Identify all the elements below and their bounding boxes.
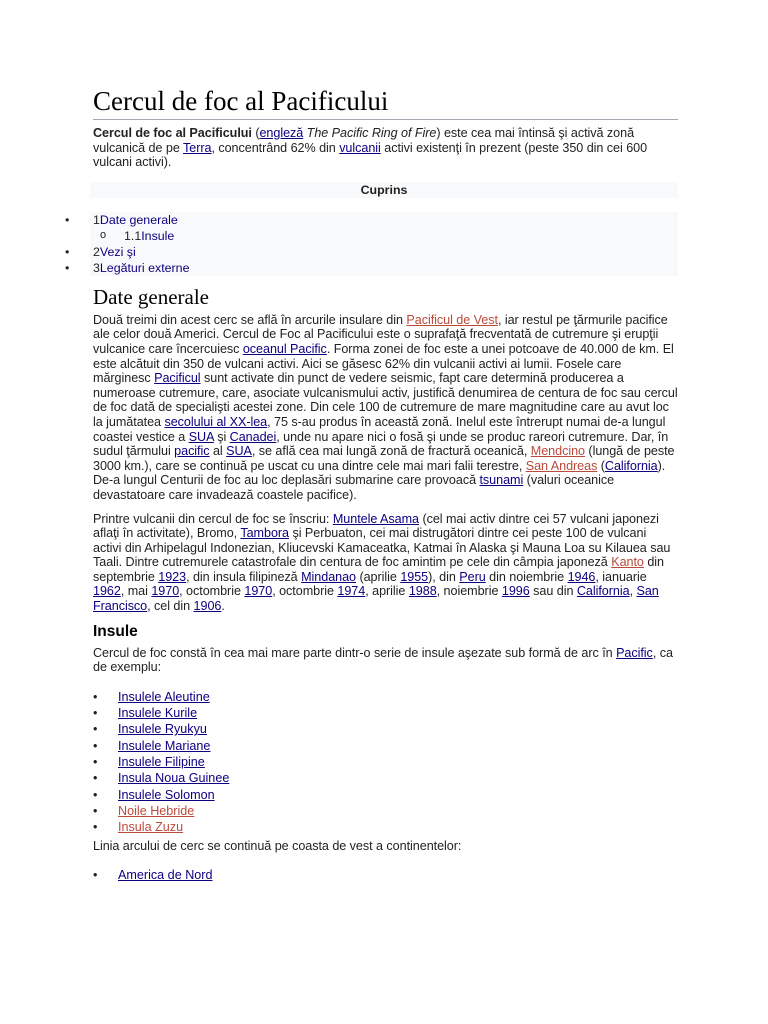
text: şi Perbuaton, cei mai distrugători dintre cei peste 100 de vulcani activi din Arhipelagul Indonezian, Kliucevski Kamaceatka, Katmai în Alaska şi Mauna Loa su Kilauea sau Taali. Dintre cutremurele catastrofale din centura de foc amintim pe cele din câmpia japoneză <box>93 526 671 570</box>
link-canadei[interactable]: Canadei <box>229 429 277 444</box>
section-heading-date-generale: Date generale <box>93 284 210 309</box>
text: (lungă de peste 3000 km.), care se continuă pe uscat cu una dintre cele mai mari falii terestre, <box>93 444 675 473</box>
toc-link-legaturi-externe[interactable]: Legături externe <box>99 260 190 275</box>
list-item <box>93 787 678 803</box>
text: (aprilie <box>356 569 401 584</box>
text: (valuri oceanice devastatoare care invadează coastele pacifice). <box>93 473 615 502</box>
islands-list <box>93 689 678 836</box>
continents-list <box>93 867 678 883</box>
link-kanto[interactable]: Kanto <box>611 555 644 570</box>
link-peru[interactable]: Peru <box>459 569 486 584</box>
link-year-1988[interactable]: 1988 <box>408 584 437 599</box>
text: , iar restul pe ţărmurile pacifice ale celor două Americi. Cercul de Foc al Pacificului este o suprafaţă frecventată de cutremure şi erupţii vulcanice care încercuiesc <box>93 312 668 356</box>
toc-number: 3 <box>93 260 100 275</box>
text: , noiembrie <box>436 584 502 599</box>
toc-item[interactable] <box>90 228 678 244</box>
link-insulele-mariane[interactable]: Insulele Mariane <box>118 738 211 753</box>
toc-number: 2 <box>93 244 100 259</box>
text: , <box>629 584 637 599</box>
list-item <box>93 770 678 786</box>
paragraph: Linia arcului de cerc se continuă pe coasta de vest a continentelor: <box>93 838 462 853</box>
link-engleza[interactable]: engleză <box>259 126 304 140</box>
text: , octombrie <box>179 584 245 599</box>
link-year-1970[interactable]: 1970 <box>244 584 273 599</box>
link-tambora[interactable]: Tambora <box>240 526 290 541</box>
text: din septembrie <box>93 555 664 584</box>
link-year-1955[interactable]: 1955 <box>400 569 429 584</box>
link-year-1962[interactable]: 1962 <box>93 584 121 599</box>
link-year-1974[interactable]: 1974 <box>337 584 366 599</box>
text: , ianuarie <box>595 569 647 584</box>
intro-bold-term: Cercul de foc al Pacificului <box>93 126 252 140</box>
text: ) este cea mai întinsă şi activă zonă vulcanică de pe <box>93 126 635 155</box>
toc-link-insule[interactable]: Insule <box>141 228 175 243</box>
text: ). De-a lungul Centurii de foc au loc deplasări submarine care provoacă <box>93 458 666 488</box>
toc-item[interactable] <box>90 244 678 260</box>
intro-english-name: The Pacific Ring of Fire <box>303 126 437 140</box>
list-item <box>93 738 678 754</box>
article <box>93 84 678 883</box>
link-insula-noua-guinee[interactable]: Insula Noua Guinee <box>118 771 230 786</box>
toc-number: 1.1 <box>124 228 142 243</box>
link-tsunami[interactable]: tsunami <box>479 473 524 488</box>
text: Cercul de foc constă în cea mai mare parte dintr-o serie de insule aşezate sub formă de arc în <box>93 645 617 660</box>
text: . <box>221 599 225 614</box>
text: ( <box>597 458 605 473</box>
link-muntele-asama[interactable]: Muntele Asama <box>332 511 419 526</box>
link-insulele-aleutine[interactable]: Insulele Aleutine <box>118 689 210 704</box>
text: Două treimi din acest cerc se află în arcurile insulare din <box>93 312 407 327</box>
link-oceanul-pacific[interactable]: oceanul Pacific <box>242 341 327 356</box>
text: ( <box>251 126 260 140</box>
link-insulele-ryukyu[interactable]: Insulele Ryukyu <box>118 722 207 737</box>
toc-item[interactable] <box>90 212 678 228</box>
link-vulcanii[interactable]: vulcanii <box>339 140 381 155</box>
toc-title: Cuprins <box>90 182 678 198</box>
link-year-1923[interactable]: 1923 <box>158 569 187 584</box>
link-year-1906[interactable]: 1906 <box>193 599 222 614</box>
list-item <box>93 705 678 721</box>
text: , cel din <box>147 599 194 614</box>
text: , ca de exemplu: <box>93 645 673 675</box>
text: . Forma zonei de foc este a unei potcoave de 40.000 de km. El este alcătuit din 350 de vulcani activi. Aici se găsesc 62% din vulcanii activi ai lumii. Fosele care mărginesc <box>93 341 674 386</box>
text: , unde nu apare nici o fosă şi unde se produc rareori cutremure. Dar, în sudul ţărmului <box>93 429 669 459</box>
text: , aprilie <box>365 584 409 599</box>
link-san-francisco[interactable]: San Francisco <box>93 584 659 614</box>
link-year-1946[interactable]: 1946 <box>567 569 596 584</box>
text: , octombrie <box>272 584 338 599</box>
text: , concentrând 62% din <box>211 140 340 155</box>
link-mindanao[interactable]: Mindanao <box>301 569 357 584</box>
section-heading-insule: Insule <box>93 622 138 640</box>
link-pacificul[interactable]: Pacificul <box>154 371 201 386</box>
intro-paragraph <box>93 126 678 170</box>
link-insula-zuzu[interactable]: Insula Zuzu <box>118 820 184 835</box>
list-item <box>93 867 678 883</box>
link-america-de-nord[interactable]: America de Nord <box>118 868 213 883</box>
table-of-contents <box>90 212 678 276</box>
text: , se află cea mai lungă zonă de fractură oceanică, <box>251 444 531 459</box>
link-year-1970[interactable]: 1970 <box>151 584 180 599</box>
link-sua[interactable]: SUA <box>188 429 214 444</box>
text: sunt activate din punct de vedere seismic, fapt care determină producerea a numeroase cutremure, care, asociate vulcanismului activ, justifică denumirea de centura de foc sau cercul de foc dată de specialişti acestei zone. Din cele 100 de cutremure de mare magnitudine care au avut loc la jumătatea <box>93 371 678 429</box>
text: ), din <box>428 569 460 584</box>
link-california[interactable]: California <box>604 458 658 473</box>
link-secolului-xx[interactable]: secolului al XX-lea <box>164 414 268 429</box>
link-year-1996[interactable]: 1996 <box>501 584 530 599</box>
page-title: Cercul de foc al Pacificului <box>93 84 678 120</box>
text: , mai <box>120 584 152 599</box>
link-insulele-solomon[interactable]: Insulele Solomon <box>118 787 215 802</box>
paragraph <box>93 512 678 614</box>
text: al <box>209 444 227 459</box>
text: din noiembrie <box>485 569 568 584</box>
list-item <box>93 803 678 819</box>
toc-link-vezi-si[interactable]: Vezi şi <box>99 244 136 259</box>
toc-link-date-generale[interactable]: Date generale <box>99 212 178 227</box>
list-item <box>93 819 678 835</box>
link-terra[interactable]: Terra <box>183 140 212 155</box>
link-pacific[interactable]: pacific <box>174 444 210 459</box>
list-item <box>93 689 678 705</box>
link-insulele-filipine[interactable]: Insulele Filipine <box>118 755 205 770</box>
link-california[interactable]: California <box>576 584 630 599</box>
text: activi existenţi în prezent (peste 350 din cei 600 vulcani activi). <box>93 140 648 170</box>
link-san-andreas[interactable]: San Andreas <box>525 458 598 473</box>
link-insulele-kurile[interactable]: Insulele Kurile <box>118 706 198 721</box>
text: , din insula filipineză <box>186 569 302 584</box>
list-item <box>93 754 678 770</box>
text: (cel mai activ dintre cei 57 vulcani japonezi aflaţi în activitate), Bromo, <box>93 511 659 541</box>
paragraph <box>93 313 678 503</box>
text: şi <box>213 429 230 444</box>
link-noile-hebride[interactable]: Noile Hebride <box>118 803 195 818</box>
list-item <box>93 721 678 737</box>
text: Printre vulcanii din cercul de foc se înscriu: <box>93 511 333 526</box>
toc-item[interactable] <box>90 260 678 276</box>
paragraph <box>93 646 678 675</box>
text: , 75 s-au produs în această zonă. Inelul este întrerupt numai de-a lungul coastei vestice a <box>93 414 666 444</box>
link-pacific[interactable]: Pacific <box>616 645 653 660</box>
link-sua[interactable]: SUA <box>226 444 252 459</box>
toc-number: 1 <box>93 212 100 227</box>
text: sau din <box>529 584 577 599</box>
link-pacificul-de-vest[interactable]: Pacificul de Vest <box>406 312 498 327</box>
link-mendcino[interactable]: Mendcino <box>530 444 585 459</box>
